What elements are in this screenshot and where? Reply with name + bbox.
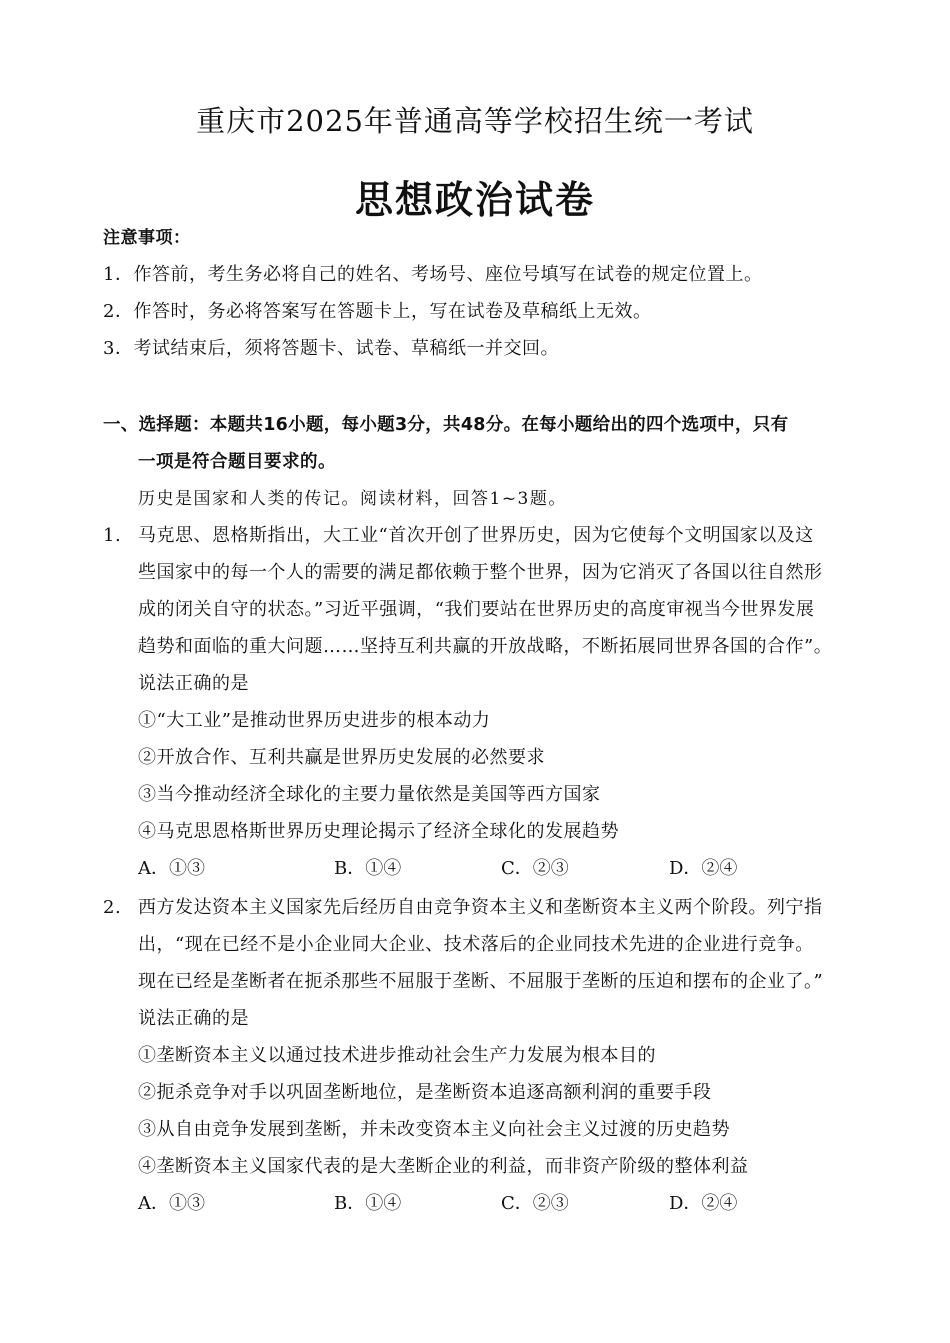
option-d: D．②④ bbox=[669, 1193, 738, 1214]
question-stem-line: 趋势和面临的重大问题……坚持互利共赢的开放战略，不断拓展同世界各国的合作”。 bbox=[138, 636, 833, 657]
option-b: B．①④ bbox=[334, 858, 402, 879]
question-stem-line: 出，“现在已经不是小企业同大企业、技术落后的企业同技术先进的企业进行竞争。 bbox=[138, 934, 814, 955]
option-c: C．②③ bbox=[501, 1193, 569, 1214]
question-stem-line: 西方发达资本主义国家先后经历自由竞争资本主义和垄断资本主义两个阶段。列宁指 bbox=[138, 897, 823, 918]
notice-heading: 注意事项： bbox=[103, 228, 191, 248]
question-number: 1. bbox=[103, 525, 122, 546]
notice-item-2: 2．作答时，务必将答案写在答题卡上，写在试卷及草稿纸上无效。 bbox=[103, 301, 652, 322]
statement: ④垄断资本主义国家代表的是大垄断企业的利益，而非资产阶级的整体利益 bbox=[138, 1156, 749, 1177]
paper-title: 思想政治试卷 bbox=[354, 178, 595, 222]
option-d: D．②④ bbox=[669, 858, 738, 879]
statement: ③从自由竞争发展到垄断，并未改变资本主义向社会主义过渡的历史趋势 bbox=[138, 1119, 730, 1140]
section-heading: 一、选择题：本题共16小题，每小题3分，共48分。在每小题给出的四个选项中，只有 bbox=[103, 415, 789, 435]
question-stem-line: 成的闭关自守的状态。”习近平强调，“我们要站在世界历史的高度审视当今世界发展 bbox=[138, 599, 815, 620]
question-stem-line: 现在已经是垄断者在扼杀那些不屈服于垄断、不屈服于垄断的压迫和摆布的企业了。” bbox=[138, 971, 824, 992]
exam-title: 重庆市2025年普通高等学校招生统一考试 bbox=[196, 104, 754, 138]
option-a: A．①③ bbox=[138, 1193, 205, 1214]
question-stem-line: 说法正确的是 bbox=[138, 1008, 249, 1029]
statement: ③当今推动经济全球化的主要力量依然是美国等西方国家 bbox=[138, 784, 601, 805]
option-b: B．①④ bbox=[334, 1193, 402, 1214]
statement: ④马克思恩格斯世界历史理论揭示了经济全球化的发展趋势 bbox=[138, 821, 619, 842]
question-stem-line: 说法正确的是 bbox=[138, 673, 249, 694]
statement: ①“大工业”是推动世界历史进步的根本动力 bbox=[138, 710, 491, 731]
notice-item-3: 3．考试结束后，须将答题卡、试卷、草稿纸一并交回。 bbox=[103, 338, 559, 359]
option-c: C．②③ bbox=[501, 858, 569, 879]
question-stem-line: 马克思、恩格斯指出，大工业“首次开创了世界历史，因为它使每个文明国家以及这 bbox=[138, 525, 814, 546]
section-intro: 历史是国家和人类的传记。阅读材料，回答1~3题。 bbox=[138, 489, 567, 509]
option-a: A．①③ bbox=[138, 858, 205, 879]
question-stem-line: 些国家中的每一个人的需要的满足都依赖于整个世界，因为它消灭了各国以往自然形 bbox=[138, 562, 823, 583]
statement: ②开放合作、互利共赢是世界历史发展的必然要求 bbox=[138, 747, 545, 768]
notice-item-1: 1．作答前，考生务必将自己的姓名、考场号、座位号填写在试卷的规定位置上。 bbox=[103, 264, 763, 285]
section-heading-cont: 一项是符合题目要求的。 bbox=[138, 452, 336, 472]
statement: ①垄断资本主义以通过技术进步推动社会生产力发展为根本目的 bbox=[138, 1045, 656, 1066]
question-number: 2. bbox=[103, 897, 122, 918]
statement: ②扼杀竞争对手以巩固垄断地位，是垄断资本追逐高额利润的重要手段 bbox=[138, 1082, 712, 1103]
